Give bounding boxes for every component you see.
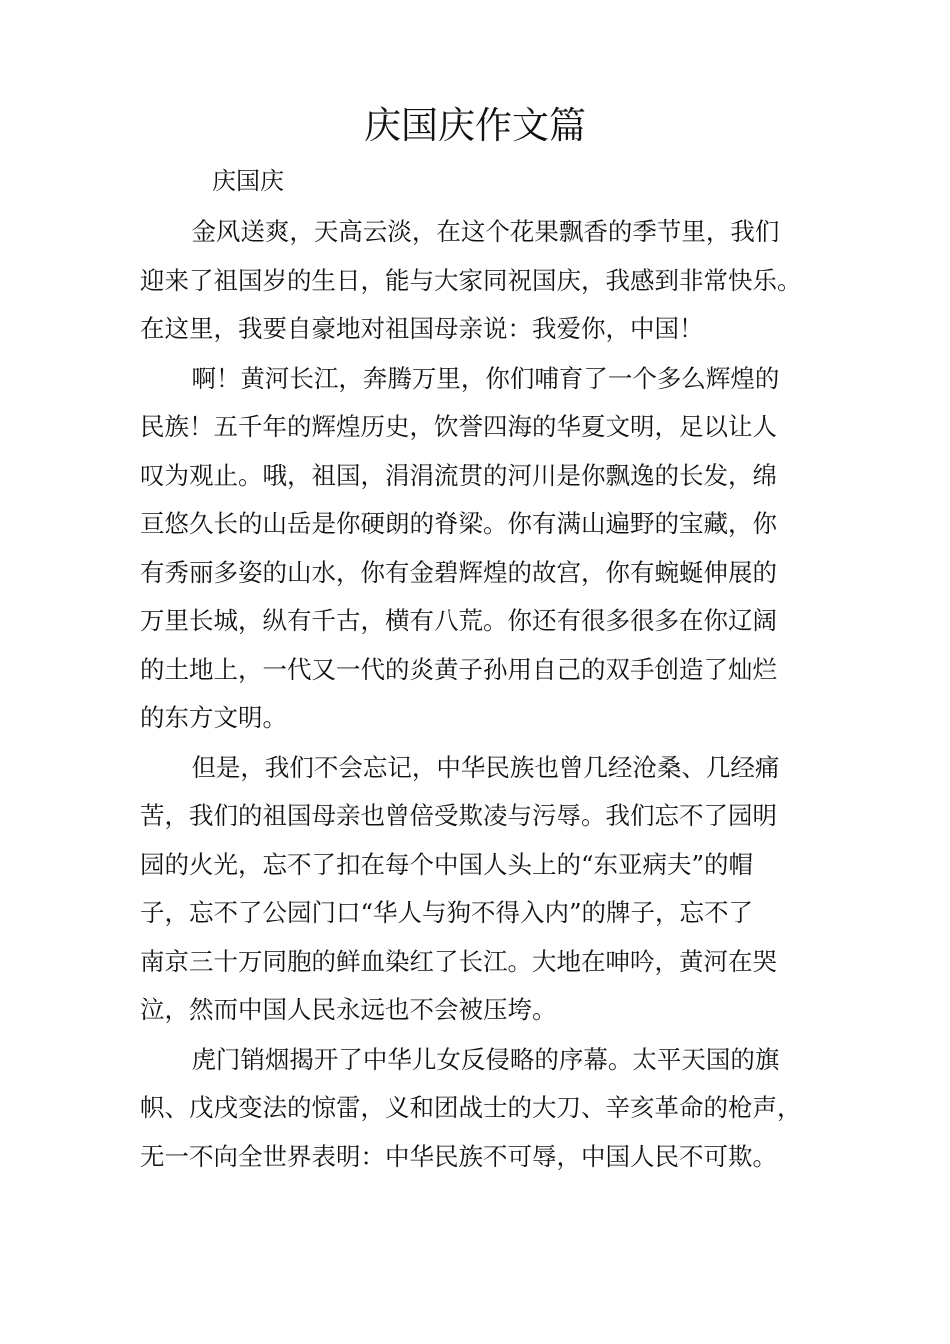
paragraph-line: 万里长城，纵有千古，横有八荒。你还有很多很多在你辽阔	[140, 606, 777, 635]
paragraph-line: 南京三十万同胞的鲜血染红了长江。大地在呻吟，黄河在哭	[140, 946, 777, 976]
paragraph-line: 苦，我们的祖国母亲也曾倍受欺凌与污辱。我们忘不了园明	[140, 801, 777, 830]
paragraph-line: 子，忘不了公园门口“华人与狗不得入内”的牌子，忘不了	[140, 898, 754, 927]
paragraph-line: 在这里，我要自豪地对祖国母亲说：我爱你，中国！	[140, 314, 704, 343]
paragraph-line: 但是，我们不会忘记，中华民族也曾几经沧桑、几经痛	[191, 752, 780, 782]
paragraph-line: 虎门销烟揭开了中华儿女反侵略的序幕。太平天国的旗	[191, 1044, 780, 1074]
paragraph-line: 的东方文明。	[140, 703, 287, 732]
paragraph-line: 迎来了祖国岁的生日，能与大家同祝国庆，我感到非常快乐。	[140, 265, 802, 295]
paragraph-line: 民族！五千年的辉煌历史，饮誉四海的华夏文明，足以让人	[140, 412, 777, 441]
paragraph-line: 无一不向全世界表明：中华民族不可辱，中国人民不可欺。	[140, 1141, 777, 1171]
paragraph-line: 帜、戊戌变法的惊雷，义和团战士的大刀、辛亥革命的枪声，	[140, 1093, 802, 1122]
paragraph-4	[140, 1036, 820, 1182]
paragraph-line: 园的火光，忘不了扣在每个中国人头上的“东亚病夫”的帽	[140, 849, 754, 879]
paragraph-line: 亘悠久长的山岳是你硬朗的脊梁。你有满山遍野的宝藏，你	[140, 509, 777, 538]
paragraph-line: 泣，然而中国人民永远也不会被压垮。	[140, 995, 557, 1024]
document-subtitle: 庆国庆	[212, 167, 284, 195]
paragraph-line: 啊！黄河长江，奔腾万里，你们哺育了一个多么辉煌的	[191, 363, 780, 393]
paragraph-line: 有秀丽多姿的山水，你有金碧辉煌的故宫，你有蜿蜒伸展的	[140, 557, 777, 587]
document-body	[140, 208, 820, 1182]
paragraph-3	[140, 744, 820, 1035]
paragraph-2	[140, 355, 820, 743]
document-title: 庆国庆作文篇	[364, 104, 586, 147]
paragraph-line: 的土地上，一代又一代的炎黄子孙用自己的双手创造了灿烂	[140, 654, 777, 684]
paragraph-line: 金风送爽，天高云淡，在这个花果飘香的季节里，我们	[191, 217, 780, 246]
paragraph-1	[140, 208, 820, 354]
paragraph-line: 叹为观止。哦，祖国，涓涓流贯的河川是你飘逸的长发，绵	[140, 460, 777, 490]
